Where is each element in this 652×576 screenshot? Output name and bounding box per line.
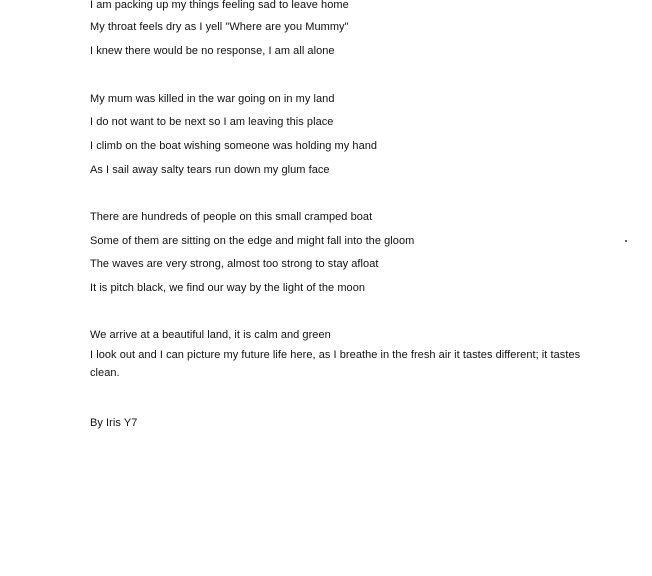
poem-line: As I sail away salty tears run down my glum face (90, 164, 330, 176)
poem-line: It is pitch black, we find our way by the light of the moon (90, 282, 366, 294)
poem-line: The waves are very strong, almost too strong to stay afloat (90, 258, 379, 270)
scan-speck (625, 240, 627, 242)
poem-line: I do not want to be next so I am leaving this place (90, 116, 334, 128)
poem-line: I knew there would be no response, I am all alone (90, 45, 335, 57)
poem-line: I climb on the boat wishing someone was holding my hand (90, 140, 378, 152)
poem-line: We arrive at a beautiful land, it is calm and green (90, 329, 331, 341)
poem-line: I am packing up my things feeling sad to leave home (90, 0, 349, 11)
poem-line: There are hundreds of people on this small cramped boat (90, 211, 373, 223)
poem-line: My mum was killed in the war going on in my land (90, 93, 335, 105)
poem-line: Some of them are sitting on the edge and might fall into the gloom (90, 235, 415, 247)
author-signature: By Iris Y7 (90, 417, 138, 429)
poem-line: My throat feels dry as I yell "Where are you Mummy" (90, 21, 349, 33)
poem-line: I look out and I can picture my future life here, as I breathe in the fresh air it tastes different; it tastes clean. (90, 349, 581, 379)
